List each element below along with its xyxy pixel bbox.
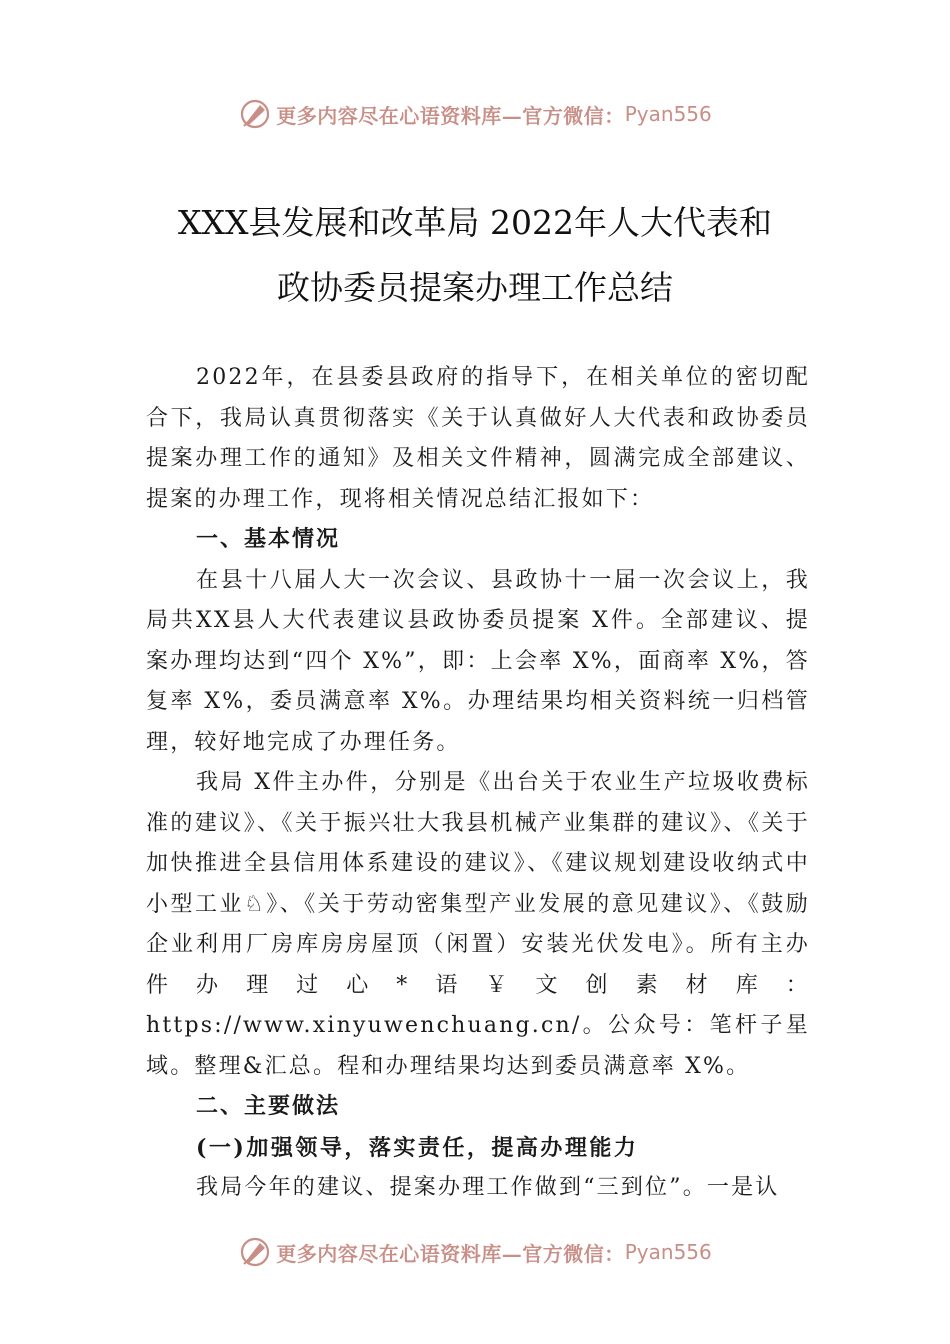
section2-subheading1: (一)加强领导，落实责任，提高办理能力	[196, 1134, 639, 1161]
section2-heading: 二、主要做法	[196, 1094, 341, 1119]
pen-nib-logo-icon	[238, 97, 272, 131]
watermark-banner-top	[0, 94, 950, 134]
intro-paragraph: 2022年，在县委县政府的指导下，在相关单位的密切配合下，我局认真贯彻落实《关于认真做好人大代表和政协委员提案办理工作的通知》及相关文件精神，圆满完成全部建议、提案的办理工作，现将相关情况总结汇报如下：	[146, 365, 810, 512]
watermark-wechat-id: Pyan556	[624, 102, 712, 126]
watermark-wechat-id: Pyan556	[624, 1240, 712, 1264]
watermark-text: 更多内容尽在心语资料库—官方微信：	[276, 1241, 625, 1266]
pen-nib-logo-icon	[238, 1235, 272, 1269]
section1-heading: 一、基本情况	[196, 527, 341, 552]
section1-paragraph2: 我局 X件主办件，分别是《出台关于农业生产垃圾收费标准的建议》、《关于振兴壮大我县机械产业集群的建议》、《关于加快推进全县信用体系建设的建议》、《建议规划建设收纳式中小型工业♘》、《关于劳动密集型产业发展的意见建议》、《鼓励企业利用厂房库房房屋顶（闲置）安装光伏发电》。所有主办件办理过心*语￥文创素材库：https://www.xinyuwenchuang.cn/。公众号：笔杆子星域。整理&汇总。程和办理结果均达到委员满意率 X%。	[146, 770, 810, 1079]
watermark-text: 更多内容尽在心语资料库—官方微信：	[276, 103, 625, 128]
document-title-line1: XXX县发展和改革局 2022年人大代表和	[178, 203, 772, 242]
watermark-banner-bottom	[0, 1232, 950, 1272]
document-body	[146, 358, 810, 1209]
section2-paragraph1: 我局今年的建议、提案办理工作做到“三到位”。一是认	[196, 1175, 780, 1200]
section1-paragraph1: 在县十八届人大一次会议、县政协十一届一次会议上，我局共XX县人大代表建议县政协委员提案 X件。全部建议、提案办理均达到“四个 X%”，即：上会率 X%，面商率 X%，答复率 X%，委员满意率 X%。办理结果均相关资料统一归档管理，较好地完成了办理任务。	[146, 567, 810, 755]
document-title-line2: 政协委员提案办理工作总结	[277, 268, 673, 307]
